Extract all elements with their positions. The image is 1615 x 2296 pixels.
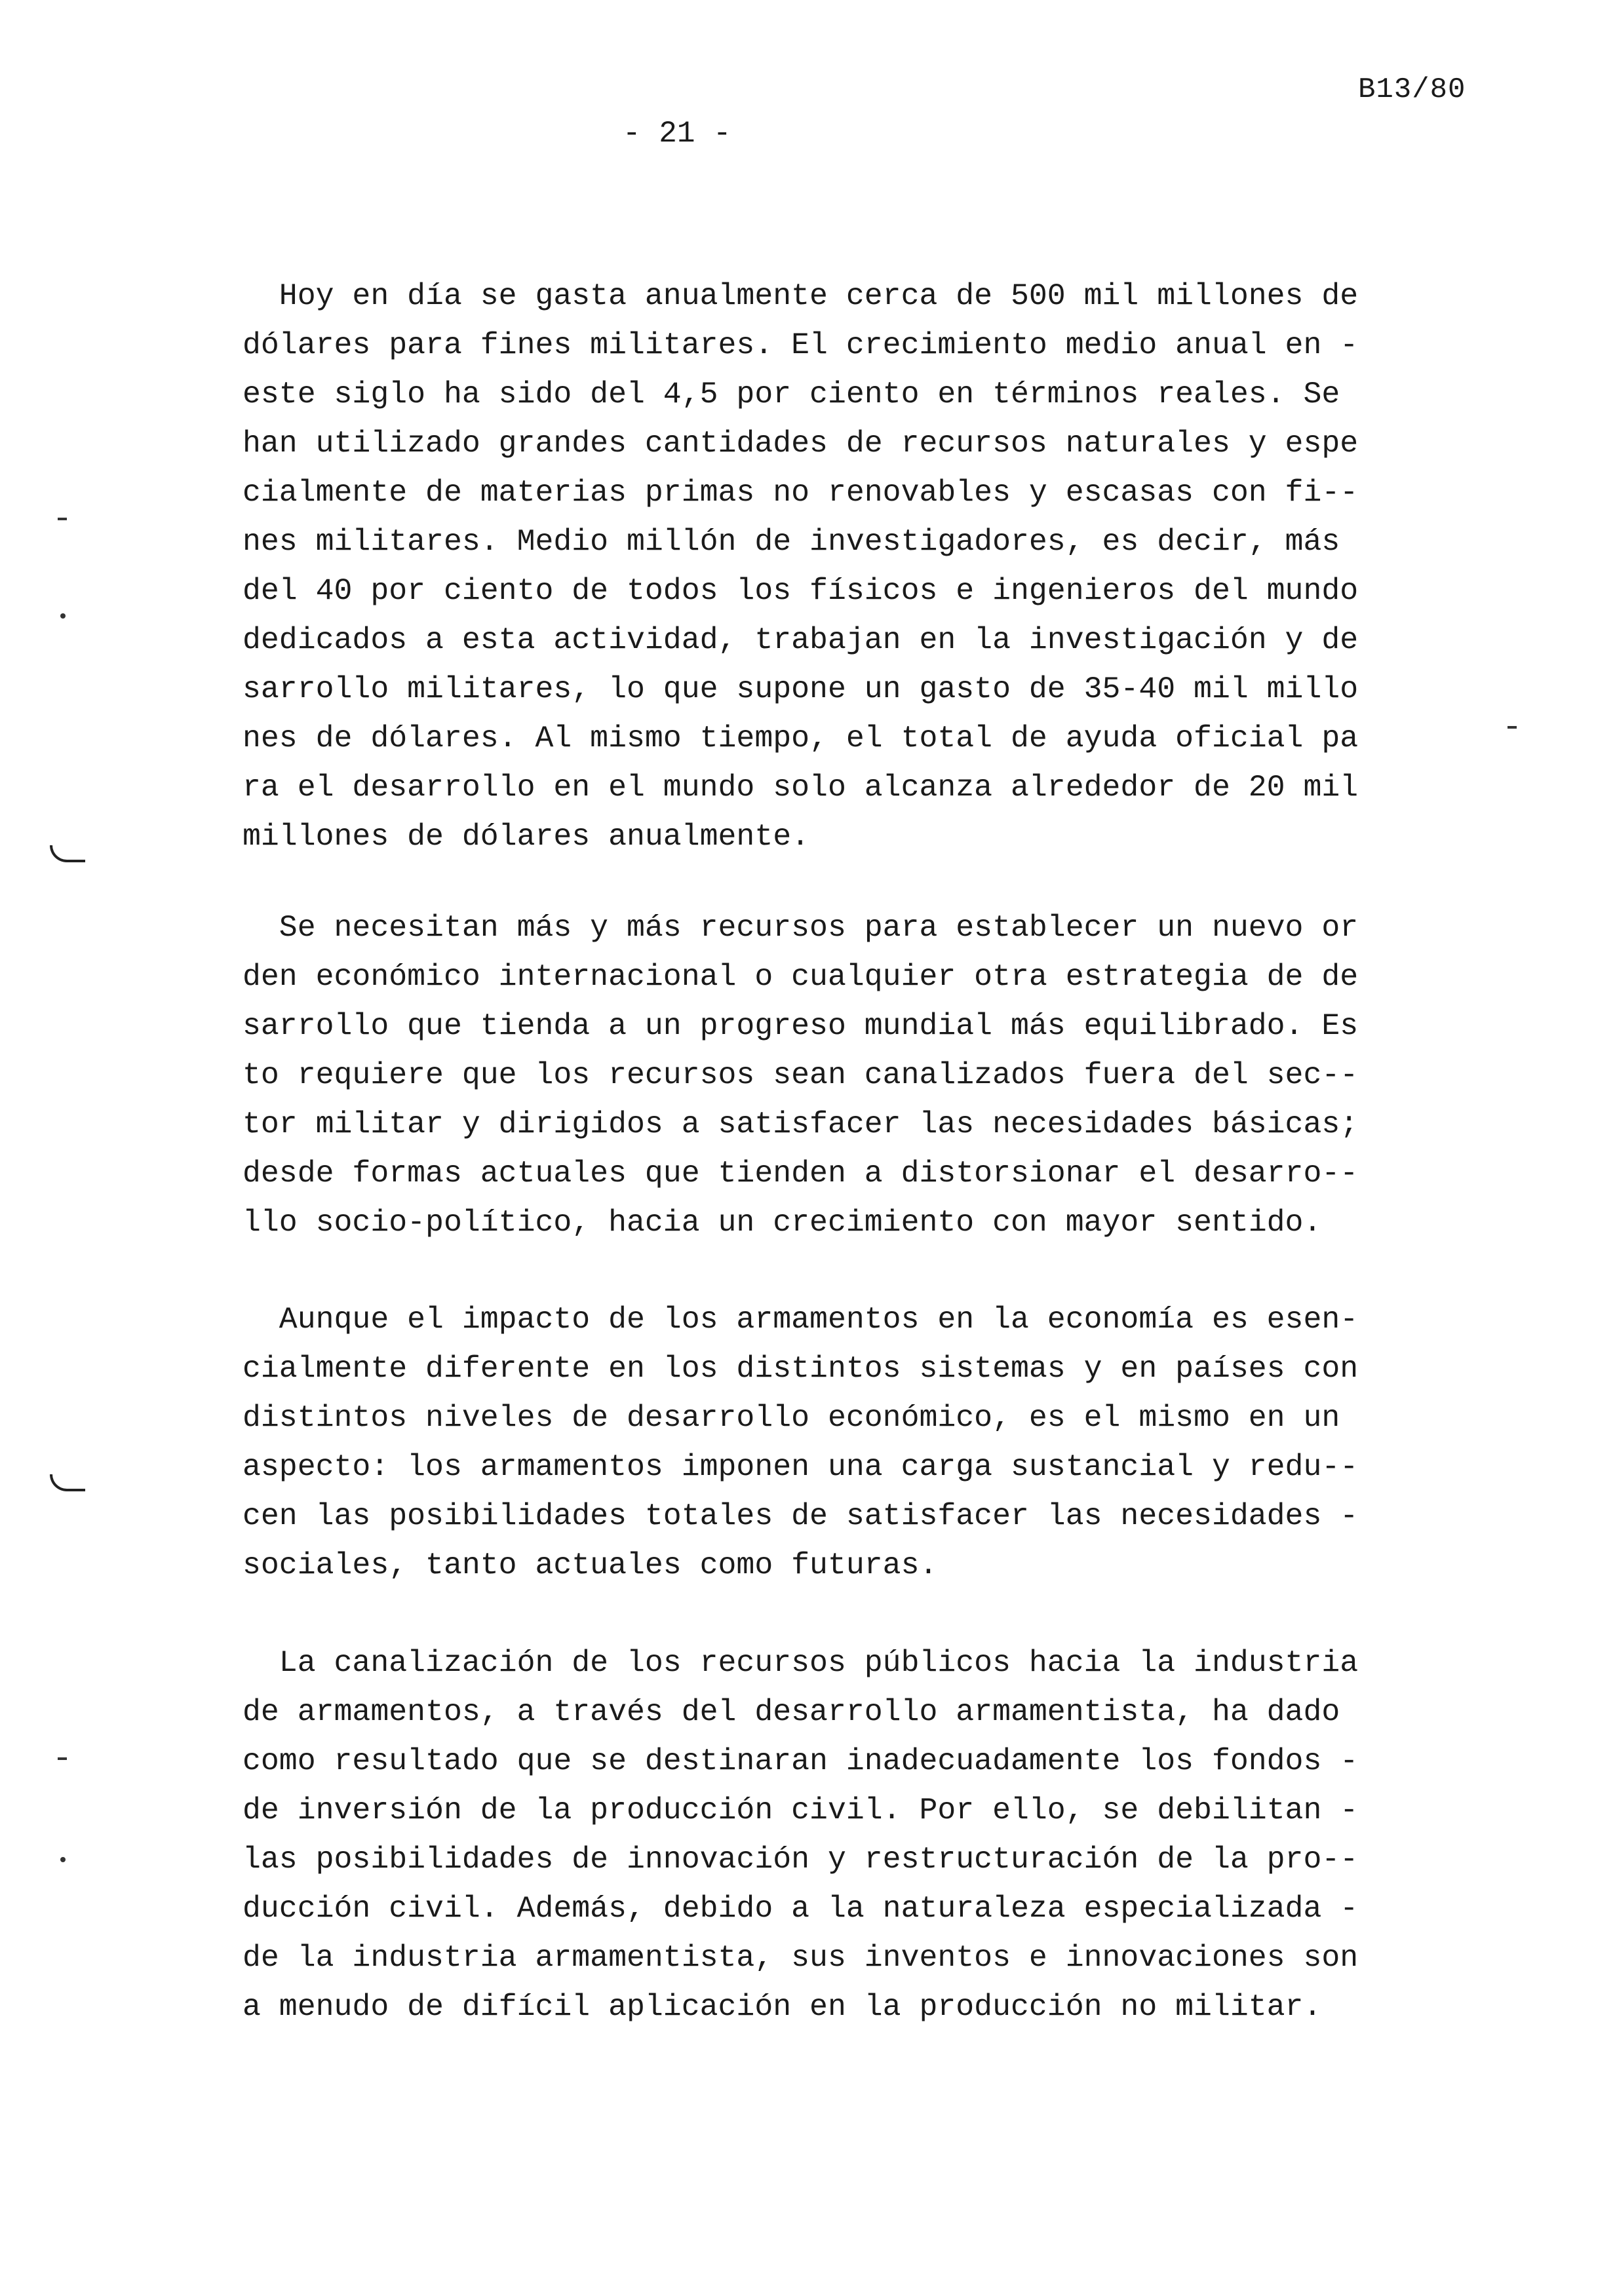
text-line: tor militar y dirigidos a satisfacer las necesidades básicas; <box>243 1107 1359 1141</box>
document-reference: B13/80 <box>1358 73 1466 106</box>
paragraph-4 <box>243 1638 1442 2031</box>
text-line: a menudo de difícil aplicación en la producción no militar. <box>243 1989 1322 2024</box>
text-line: sarrollo militares, lo que supone un gasto de 35-40 mil millo <box>243 672 1359 706</box>
text-line: llo socio-político, hacia un crecimiento con mayor sentido. <box>243 1205 1322 1240</box>
text-line: cialmente diferente en los distintos sistemas y en países con <box>243 1351 1359 1386</box>
text-line: de la industria armamentista, sus inventos e innovaciones son <box>243 1940 1359 1975</box>
text-line: to requiere que los recursos sean canalizados fuera del sec-- <box>243 1058 1359 1092</box>
text-line: cen las posibilidades totales de satisfacer las necesidades - <box>243 1499 1359 1533</box>
text-line: este siglo ha sido del 4,5 por ciento en términos reales. Se <box>243 377 1340 411</box>
text-line: sarrollo que tienda a un progreso mundial más equilibrado. Es <box>243 1008 1359 1043</box>
text-line: distintos niveles de desarrollo económico, es el mismo en un <box>243 1400 1340 1435</box>
text-line: como resultado que se destinaran inadecuadamente los fondos - <box>243 1744 1359 1778</box>
paragraph-1 <box>243 271 1442 861</box>
text-line: han utilizado grandes cantidades de recursos naturales y espe <box>243 426 1359 461</box>
text-line: ducción civil. Además, debido a la naturaleza especializada - <box>243 1891 1359 1926</box>
text-line: Se necesitan más y más recursos para establecer un nuevo or <box>243 910 1359 945</box>
paragraph-3 <box>243 1295 1442 1590</box>
text-line: de inversión de la producción civil. Por ello, se debilitan - <box>243 1793 1359 1827</box>
margin-mark <box>50 845 85 862</box>
text-line: den económico internacional o cualquier otra estrategia de de <box>243 959 1359 994</box>
margin-mark <box>58 1757 67 1760</box>
margin-mark <box>60 613 66 619</box>
paragraph-2 <box>243 903 1442 1247</box>
margin-mark <box>58 518 67 520</box>
text-line: millones de dólares anualmente. <box>243 819 810 854</box>
text-line: Hoy en día se gasta anualmente cerca de 500 mil millones de <box>243 278 1359 313</box>
text-line: dedicados a esta actividad, trabajan en la investigación y de <box>243 622 1359 657</box>
text-line: nes militares. Medio millón de investigadores, es decir, más <box>243 524 1340 559</box>
text-line: las posibilidades de innovación y restructuración de la pro-- <box>243 1842 1359 1877</box>
text-line: desde formas actuales que tienden a distorsionar el desarro-- <box>243 1156 1359 1191</box>
margin-mark <box>60 1857 66 1862</box>
text-line: cialmente de materias primas no renovables y escasas con fi-- <box>243 475 1359 510</box>
text-line: sociales, tanto actuales como futuras. <box>243 1548 938 1582</box>
text-line: nes de dólares. Al mismo tiempo, el total de ayuda oficial pa <box>243 721 1359 756</box>
text-line: aspecto: los armamentos imponen una carga sustancial y redu-- <box>243 1449 1359 1484</box>
text-line: Aunque el impacto de los armamentos en la economía es esen- <box>243 1302 1359 1337</box>
margin-mark <box>1508 726 1517 729</box>
page-number: - 21 - <box>623 117 731 151</box>
margin-mark <box>50 1474 85 1491</box>
text-line: del 40 por ciento de todos los físicos e ingenieros del mundo <box>243 573 1359 608</box>
text-line: La canalización de los recursos públicos hacia la industria <box>243 1645 1359 1680</box>
text-line: dólares para fines militares. El crecimiento medio anual en - <box>243 328 1359 362</box>
text-line: ra el desarrollo en el mundo solo alcanza alrededor de 20 mil <box>243 770 1359 805</box>
text-line: de armamentos, a través del desarrollo armamentista, ha dado <box>243 1694 1340 1729</box>
